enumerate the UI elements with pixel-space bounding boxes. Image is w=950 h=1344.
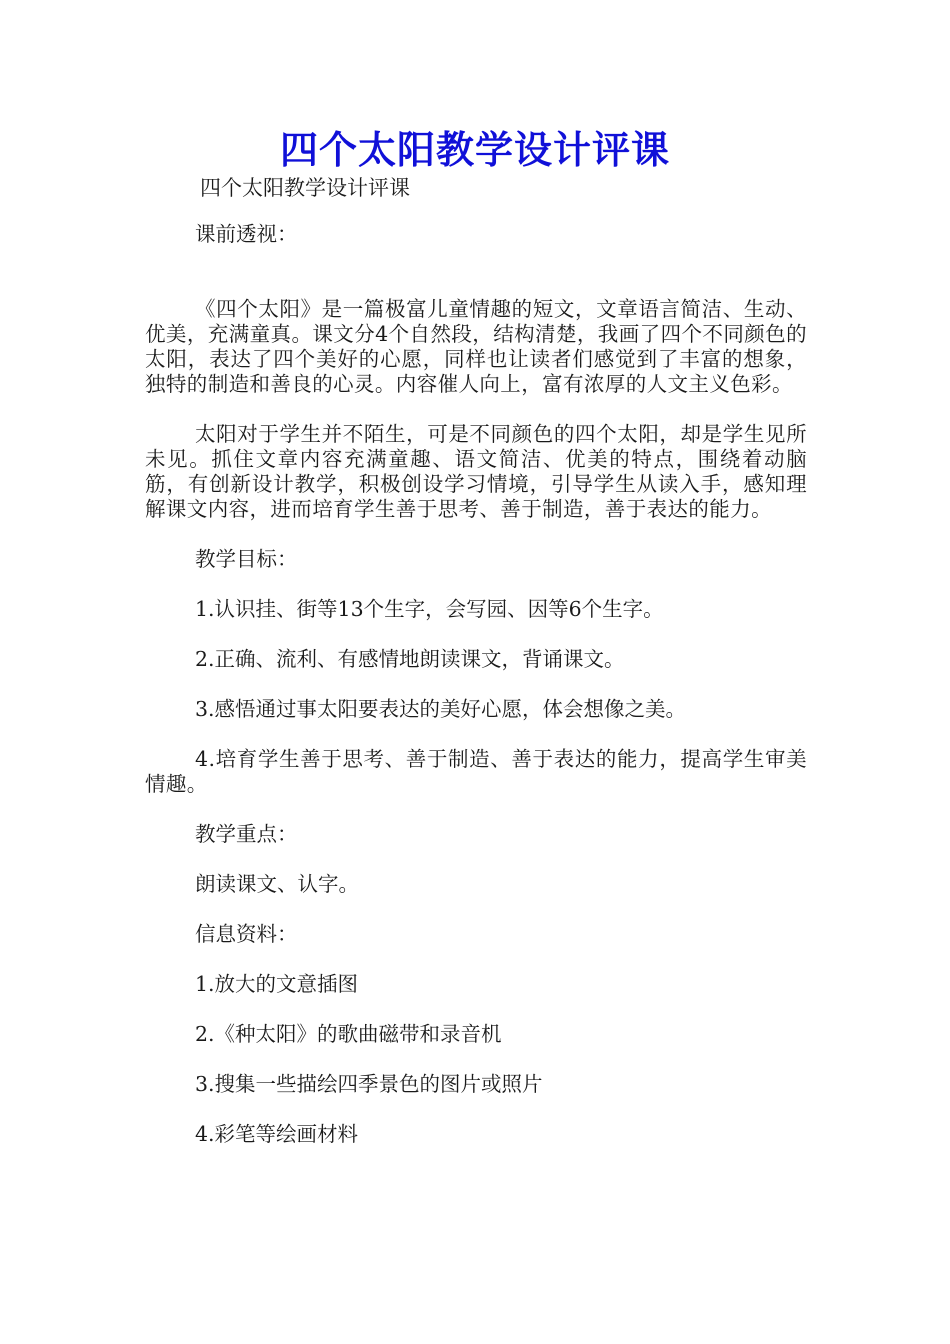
goal-item: 3.感悟通过事太阳要表达的美好心愿，体会想像之美。 [195, 697, 687, 721]
focus-item: 朗读课文、认字。 [195, 872, 359, 896]
section-heading-preview: 课前透视： [195, 222, 298, 246]
material-item: 4.彩笔等绘画材料 [195, 1122, 359, 1146]
goal-item: 1.认识挂、街等13个生字，会写园、因等6个生字。 [195, 597, 664, 621]
section-heading-materials: 信息资料： [195, 922, 298, 946]
paragraph-intro: 《四个太阳》是一篇极富儿童情趣的短文，文章语言简洁、生动、优美，充满童真。课文分4个自然段，结构清楚，我画了四个不同颜色的太阳，表达了四个美好的心愿，同样也让读者们感觉到了丰富的想象，独特的制造和善良的心灵。内容催人向上，富有浓厚的人文主义色彩。 [145, 297, 807, 396]
material-item: 2.《种太阳》的歌曲磁带和录音机 [195, 1022, 502, 1046]
material-item: 3.搜集一些描绘四季景色的图片或照片 [195, 1072, 543, 1096]
document-subtitle: 四个太阳教学设计评课 [200, 176, 410, 200]
material-item: 1.放大的文意插图 [195, 972, 359, 996]
section-heading-focus: 教学重点： [195, 822, 298, 846]
document-title: 四个太阳教学设计评课 [279, 127, 670, 172]
goal-item: 2.正确、流利、有感情地朗读课文，背诵课文。 [195, 647, 625, 671]
section-heading-goals: 教学目标： [195, 547, 298, 571]
document-body [145, 222, 807, 1172]
paragraph-analysis: 太阳对于学生并不陌生，可是不同颜色的四个太阳，却是学生见所未见。抓住文章内容充满童趣、语文简洁、优美的特点，围绕着动脑筋，有创新设计教学，积极创设学习情境，引导学生从读入手，感知理解课文内容，进而培育学生善于思考、善于制造，善于表达的能力。 [145, 422, 807, 521]
goal-item: 4.培育学生善于思考、善于制造、善于表达的能力，提高学生审美情趣。 [145, 747, 807, 796]
